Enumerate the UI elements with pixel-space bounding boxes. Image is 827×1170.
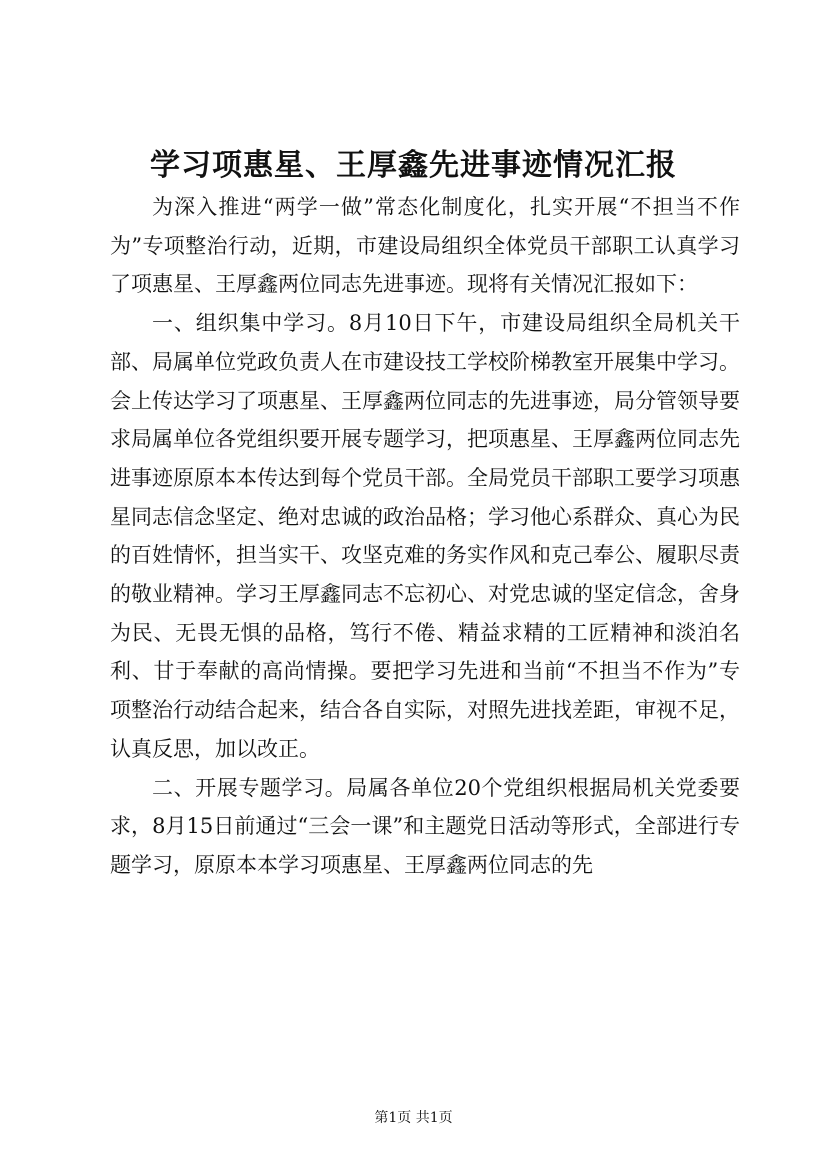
- document-body: [110, 188, 740, 885]
- document-title: 学习项惠星、王厚鑫先进事迹情况汇报: [150, 148, 677, 183]
- paragraph-section-one: 一、组织集中学习。8月10日下午，市建设局组织全局机关干部、局属单位党政负责人在市建设技工学校阶梯教室开展集中学习。会上传达学习了项惠星、王厚鑫两位同志的先进事迹，局分管领导要求局属单位各党组织要开展专题学习，把项惠星、王厚鑫两位同志先进事迹原原本本传达到每个党员干部。全局党员干部职工要学习项惠星同志信念坚定、绝对忠诚的政治品格；学习他心系群众、真心为民的百姓情怀，担当实干、攻坚克难的务实作风和克己奉公、履职尽责的敬业精神。学习王厚鑫同志不忘初心、对党忠诚的坚定信念，舍身为民、无畏无惧的品格，笃行不倦、精益求精的工匠精神和淡泊名利、甘于奉献的高尚情操。要把学习先进和当前“不担当不作为”专项整治行动结合起来，结合各自实际，对照先进找差距，审视不足，认真反思，加以改正。: [110, 311, 740, 761]
- page-footer: 第1页 共1页: [374, 1110, 453, 1126]
- paragraph-section-two: 二、开展专题学习。局属各单位20个党组织根据局机关党委要求，8月15日前通过“三会一课”和主题党日活动等形式，全部进行专题学习，原原本本学习项惠星、王厚鑫两位同志的先: [110, 775, 740, 877]
- paragraph-intro: 为深入推进“两学一做”常态化制度化，扎实开展“不担当不作为”专项整治行动，近期，市建设局组织全体党员干部职工认真学习了项惠星、王厚鑫两位同志先进事迹。现将有关情况汇报如下：: [110, 195, 740, 297]
